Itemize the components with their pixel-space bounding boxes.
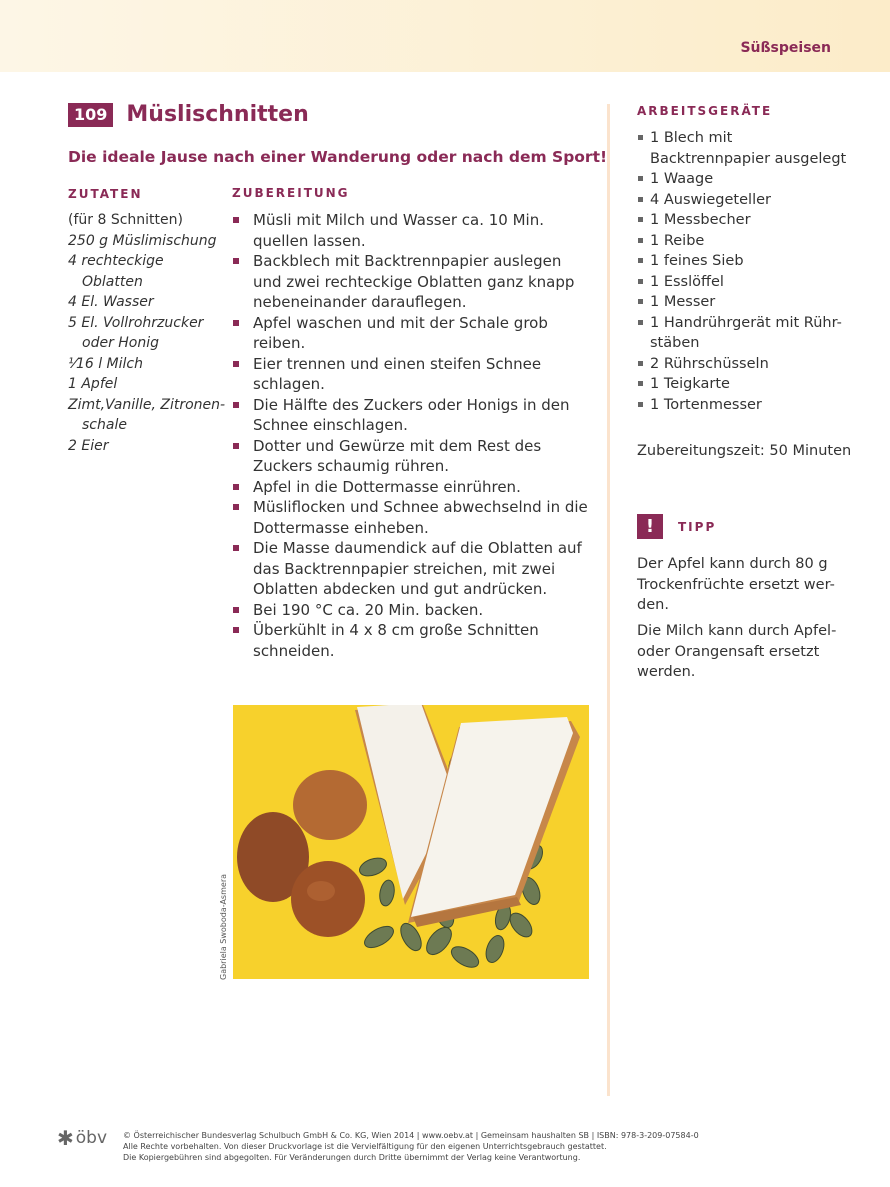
recipe-number-badge: 109 (68, 103, 113, 127)
bullet-icon (233, 402, 239, 408)
tip-paragraph: Die Milch kann durch Apfel-oder Orangensaft ersetzt werden. (637, 623, 837, 680)
bullet-icon (638, 320, 643, 325)
tool-item: 1 Messbecher (637, 210, 852, 231)
bullet-icon (233, 217, 239, 223)
footer-line: Alle Rechte vorbehalten. Von dieser Druckvorlage ist die Vervielfältigung für den eigenen Unterrichtsgebrauch gestattet. (123, 1142, 607, 1151)
tool-item: 1 feines Sieb (637, 251, 852, 272)
tool-item: 1 Messer (637, 292, 852, 313)
ingredient-item: 5 El. Vollrohrzucker oder Honig (68, 314, 204, 351)
exclamation-icon: ! (637, 514, 663, 539)
tools-list (637, 128, 852, 415)
footer-line: Die Kopiergebühren sind abgegolten. Für Veränderungen durch Dritte übernimmt der Verlag keine Verantwortung. (123, 1153, 581, 1162)
prep-time: Zubereitungszeit: 50 Minuten (637, 443, 852, 459)
tip-header (637, 514, 716, 539)
bullet-icon (233, 443, 239, 449)
ingredient-item: 2 Eier (68, 437, 109, 454)
bullet-icon (638, 381, 643, 386)
bullet-icon (638, 299, 643, 304)
tool-item: 1 Waage (637, 169, 852, 190)
ingredient-item: 4 El. Wasser (68, 294, 154, 310)
ingredient-item: 4 rechteckige Oblatten (68, 253, 164, 290)
publisher-logo (57, 1128, 107, 1148)
step-item: Die Masse daumendick auf die Oblatten auf das Backtrennpapier streichen, mit zwei Oblatten abdecken und gut andrücken. (232, 538, 592, 600)
ingredient-item: 250 g Müslimischung (68, 232, 217, 249)
ingredients-heading: ZUTATEN (68, 187, 143, 201)
bullet-icon (638, 197, 643, 202)
muesli-slices-illustration (233, 705, 589, 979)
tool-item: 1 Reibe (637, 231, 852, 252)
section-label: Süßspeisen (740, 40, 831, 56)
ingredient-item: ⅟16 l Milch (68, 355, 143, 372)
step-item: Überkühlt in 4 x 8 cm große Schnitten schneiden. (232, 620, 592, 661)
tool-item: 4 Auswiegeteller (637, 190, 852, 211)
recipe-subtitle: Die ideale Jause nach einer Wanderung oder nach dem Sport! (68, 148, 608, 166)
step-item: Eier trennen und einen steifen Schnee schlagen. (232, 354, 592, 395)
bullet-icon (233, 607, 239, 613)
step-item: Müsliflocken und Schnee abwechselnd in die Dottermasse einheben. (232, 497, 592, 538)
star-icon: ✱ (57, 1126, 74, 1150)
recipe-title-row (68, 102, 309, 127)
tool-item: 1 Teigkarte (637, 374, 852, 395)
bullet-icon (638, 217, 643, 222)
bullet-icon (638, 135, 643, 140)
preparation-heading: ZUBEREITUNG (232, 186, 350, 200)
bullet-icon (638, 279, 643, 284)
step-item: Apfel waschen und mit der Schale grob reiben. (232, 313, 592, 354)
tip-paragraph: Der Apfel kann durch 80 g Trockenfrüchte ersetzt wer-den. (637, 556, 835, 613)
tool-item: 1 Handrührgerät mit Rühr-stäben (637, 313, 852, 354)
bullet-icon (233, 484, 239, 490)
step-item: Bei 190 °C ca. 20 Min. backen. (232, 600, 592, 621)
step-item: Müsli mit Milch und Wasser ca. 10 Min. quellen lassen. (232, 210, 592, 251)
serving-note: (für 8 Schnitten) (68, 212, 183, 228)
step-item: Backblech mit Backtrennpapier auslegen und zwei rechteckige Oblatten ganz knapp nebeneinander darauflegen. (232, 251, 592, 313)
bullet-icon (638, 361, 643, 366)
ingredient-item: 1 Apfel (68, 376, 118, 392)
tool-item: 1 Blech mit Backtrennpapier ausgelegt (637, 128, 852, 169)
footer-copyright (123, 1130, 699, 1163)
tool-item: 1 Tortenmesser (637, 395, 852, 416)
step-item: Die Hälfte des Zuckers oder Honigs in den Schnee einschlagen. (232, 395, 592, 436)
bullet-icon (638, 258, 643, 263)
bullet-icon (233, 627, 239, 633)
bullet-icon (233, 361, 239, 367)
tip-heading: TIPP (678, 519, 717, 534)
tools-heading: ARBEITSGERÄTE (637, 104, 773, 118)
step-item: Dotter und Gewürze mit dem Rest des Zuckers schaumig rühren. (232, 436, 592, 477)
bullet-icon (233, 320, 239, 326)
tool-item: 1 Esslöffel (637, 272, 852, 293)
ingredients-list (68, 210, 228, 456)
ingredient-item: Zimt,Vanille, Zitronen-schale (68, 396, 226, 433)
bullet-icon (638, 238, 643, 243)
header-band (0, 0, 890, 72)
publisher-brand: öbv (75, 1128, 108, 1148)
apricot-icon (293, 770, 367, 840)
preparation-steps (232, 210, 592, 661)
column-divider (607, 104, 610, 1096)
photo-credit: Gabriela Swoboda-Asmera (219, 873, 228, 980)
tool-item: 2 Rührschüsseln (637, 354, 852, 375)
bullet-icon (638, 402, 643, 407)
bullet-icon (233, 258, 239, 264)
recipe-photo (233, 705, 589, 979)
recipe-title: Müslischnitten (126, 102, 309, 127)
footer-line: © Österreichischer Bundesverlag Schulbuch GmbH & Co. KG, Wien 2014 | www.oebv.at | Gemeinsam haushalten SB | ISBN: 978-3-209-07584-0 (123, 1131, 699, 1140)
bullet-icon (638, 176, 643, 181)
step-item: Apfel in die Dottermasse einrühren. (232, 477, 592, 498)
bullet-icon (233, 545, 239, 551)
bullet-icon (233, 504, 239, 510)
